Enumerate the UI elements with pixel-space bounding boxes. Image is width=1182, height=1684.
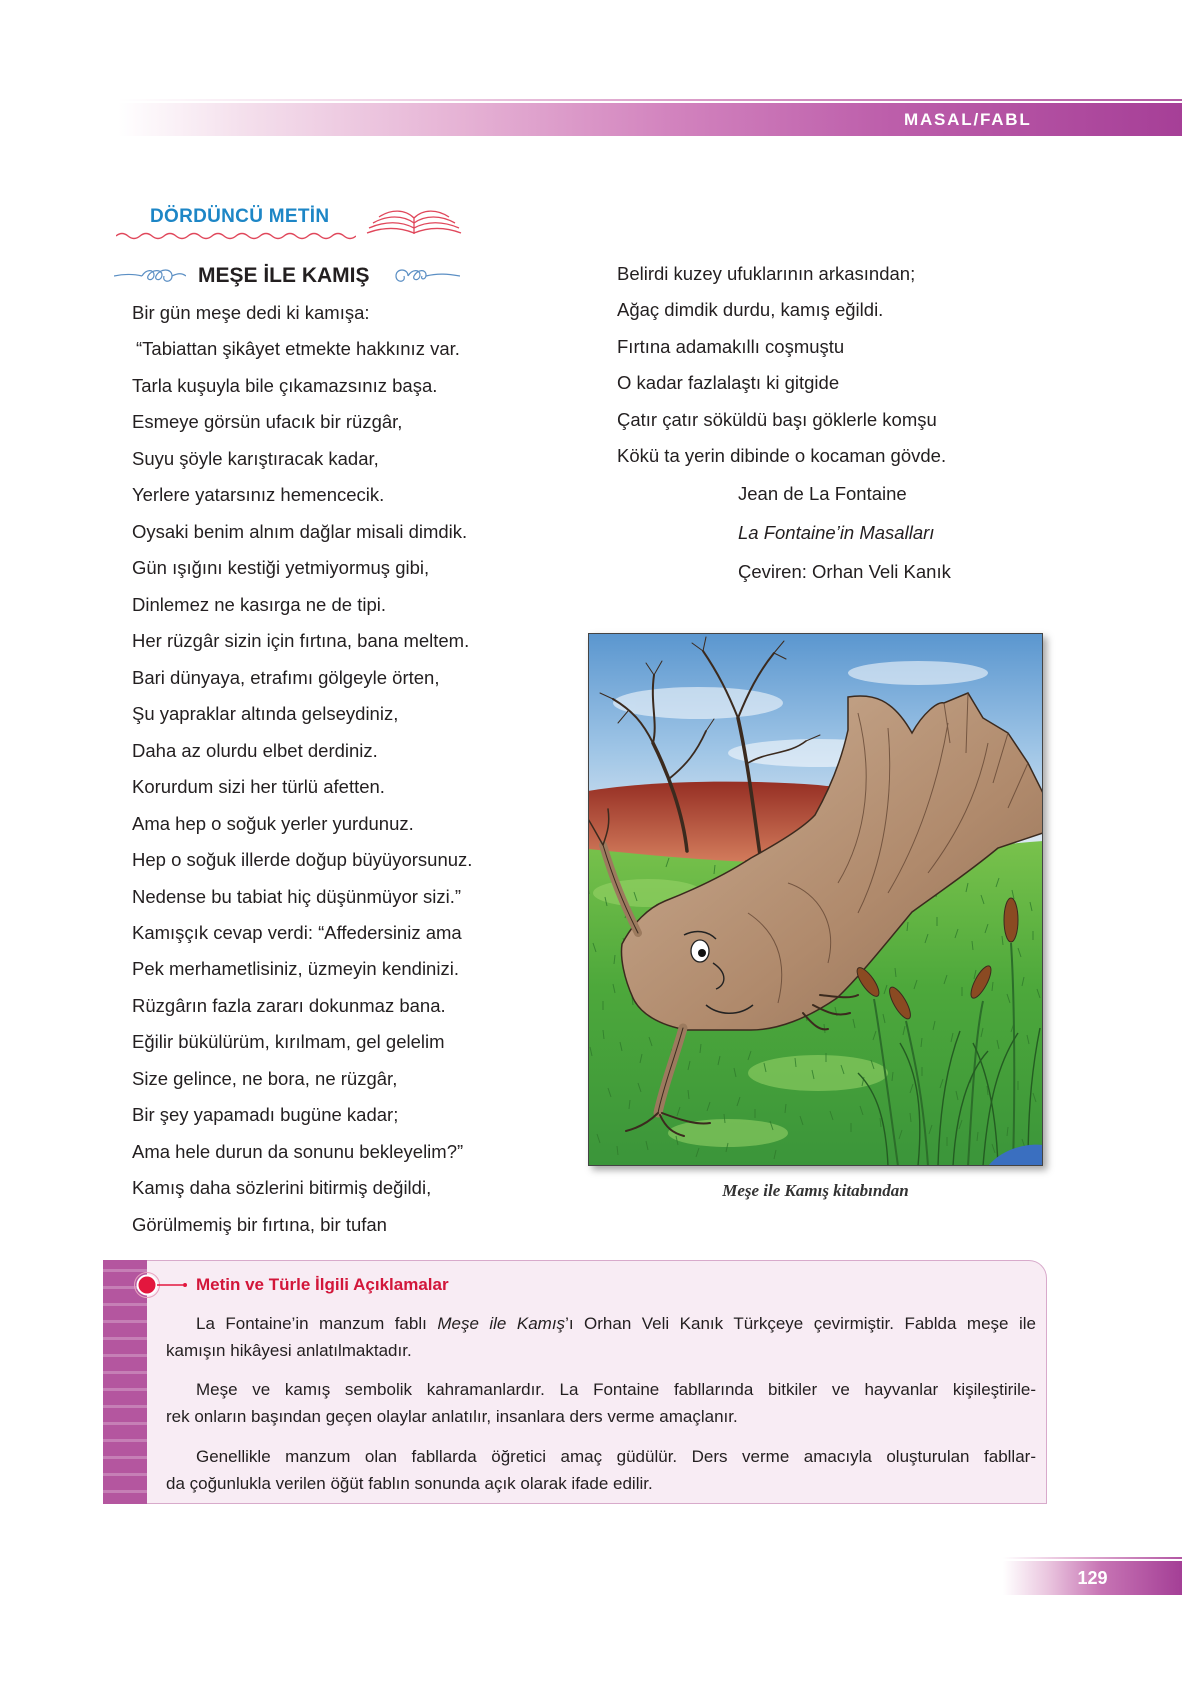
poem-line: O kadar fazlalaştı ki gitgide (617, 372, 840, 394)
page-number: 129 (1077, 1568, 1108, 1588)
poem-line: Pek merhametlisiniz, üzmeyin kendinizi. (132, 958, 459, 980)
poem-attribution (738, 474, 951, 591)
poem-line: Her rüzgâr sizin için fırtına, bana meltem. (132, 630, 470, 652)
poem-left-column (132, 295, 472, 1243)
poem-line: Görülmemiş bir fırtına, bir tufan (132, 1213, 387, 1235)
poem-line: Ağaç dimdik durdu, kamış eğildi. (617, 299, 884, 321)
poem-line: Kökü ta yerin dibinde o kocaman gövde. (617, 445, 947, 467)
poem-line: Rüzgârın fazla zararı dokunmaz bana. (132, 994, 446, 1016)
poem-line: Fırtına adamakıllı coşmuştu (617, 335, 845, 357)
poem-line: Bari dünyaya, etrafımı gölgeyle örten, (132, 666, 440, 688)
poem-line: Yerlere yatarsınız hemencecik. (132, 484, 385, 506)
poem-line: Ama hep o soğuk yerler yurdunuz. (132, 812, 414, 834)
swirl-ornament-right (386, 265, 460, 287)
paragraph-1-line-1 (196, 1312, 1036, 1336)
poem-line: Çatır çatır söküldü başı göklerle komşu (617, 408, 937, 430)
open-book-icon (365, 203, 463, 237)
header-rule (118, 99, 1182, 101)
poem-line: Bir şey yapamadı bugüne kadar; (132, 1104, 399, 1126)
source-book: La Fontaine’in Masalları (738, 521, 935, 543)
text-run: ’ı Orhan Veli Kanık Türkçeye çevirmiştir. Fablda meşe ile (565, 1314, 1036, 1333)
poem-line: Oysaki benim alnım dağlar misali dimdik. (132, 520, 468, 542)
page-number-rule (1003, 1557, 1182, 1559)
poem-line: Ama hele durun da sonunu bekleyelim?” (132, 1140, 464, 1162)
poem-line: Korurdum sizi her türlü afetten. (132, 776, 385, 798)
paragraph-1-line-2: kamışın hikâyesi anlatılmaktadır. (166, 1341, 412, 1360)
paragraph-3-line-1: Genellikle manzum olan fabllarda öğretici amaç güdülür. Ders verme amacıyla oluşturulan fabllar- (196, 1447, 1036, 1466)
poem-line: Belirdi kuzey ufuklarının arkasından; (617, 263, 916, 284)
paragraph-2-line-1: Meşe ve kamış sembolik kahramanlardır. La Fontaine fabllarında bitkiler ve hayvanlar kişileştirile- (196, 1380, 1036, 1399)
poem-line: Daha az olurdu elbet derdiniz. (132, 739, 378, 761)
poem-line: Suyu şöyle karıştıracak kadar, (132, 447, 379, 469)
poem-line: Tarla kuşuyla bile çıkamazsınız başa. (132, 374, 438, 396)
info-box-title: Metin ve Türle İlgili Açıklamalar (196, 1275, 449, 1294)
poem-line: Nedense bu tabiat hiç düşünmüyor sizi.” (132, 885, 462, 907)
section-label: MASAL/FABL (904, 110, 1032, 129)
poem-title: MEŞE İLE KAMIŞ (198, 264, 370, 287)
poem-line: Size gelince, ne bora, ne rüzgâr, (132, 1067, 398, 1089)
text-label: DÖRDÜNCÜ METİN (150, 206, 330, 227)
italic-title-run: Meşe ile Kamış (437, 1314, 566, 1333)
author-name: Jean de La Fontaine (738, 482, 907, 504)
poem-right-column (617, 256, 946, 474)
poem-line: Hep o soğuk illerde doğup büyüyorsunuz. (132, 849, 473, 871)
translator: Çeviren: Orhan Veli Kanık (738, 560, 951, 582)
swirl-ornament-left (114, 265, 186, 287)
poem-line: Gün ışığını kestiği yetmiyormuş gibi, (132, 557, 430, 579)
poem-line: “Tabiattan şikâyet etmekte hakkınız var. (136, 338, 460, 360)
poem-line: Esmeye görsün ufacık bir rüzgâr, (132, 411, 403, 433)
paragraph-3-line-2: da çoğunlukla verilen öğüt fablın sonunda açık olarak ifade edilir. (166, 1474, 653, 1493)
poem-line: Kamışçık cevap verdi: “Affedersiniz ama (132, 921, 462, 943)
poem-line: Bir gün meşe dedi ki kamışa: (132, 302, 370, 323)
bullet-dot-icon (131, 1271, 191, 1299)
fable-illustration (588, 633, 1043, 1166)
text-run: La Fontaine’in manzum fablı (196, 1314, 438, 1333)
poem-line: Kamış daha sözlerini bitirmiş değildi, (132, 1177, 432, 1199)
poem-line: Dinlemez ne kasırga ne de tipi. (132, 593, 386, 615)
poem-line: Şu yapraklar altında gelseydiniz, (132, 703, 399, 725)
poem-line: Eğilir bükülürüm, kırılmam, gel gelelim (132, 1031, 445, 1053)
paragraph-2-line-2: rek onların başından geçen olaylar anlatılır, insanlara ders verme amaçlanır. (166, 1407, 738, 1426)
illustration-caption: Meşe ile Kamış kitabından (722, 1181, 909, 1200)
wavy-underline (116, 230, 356, 242)
